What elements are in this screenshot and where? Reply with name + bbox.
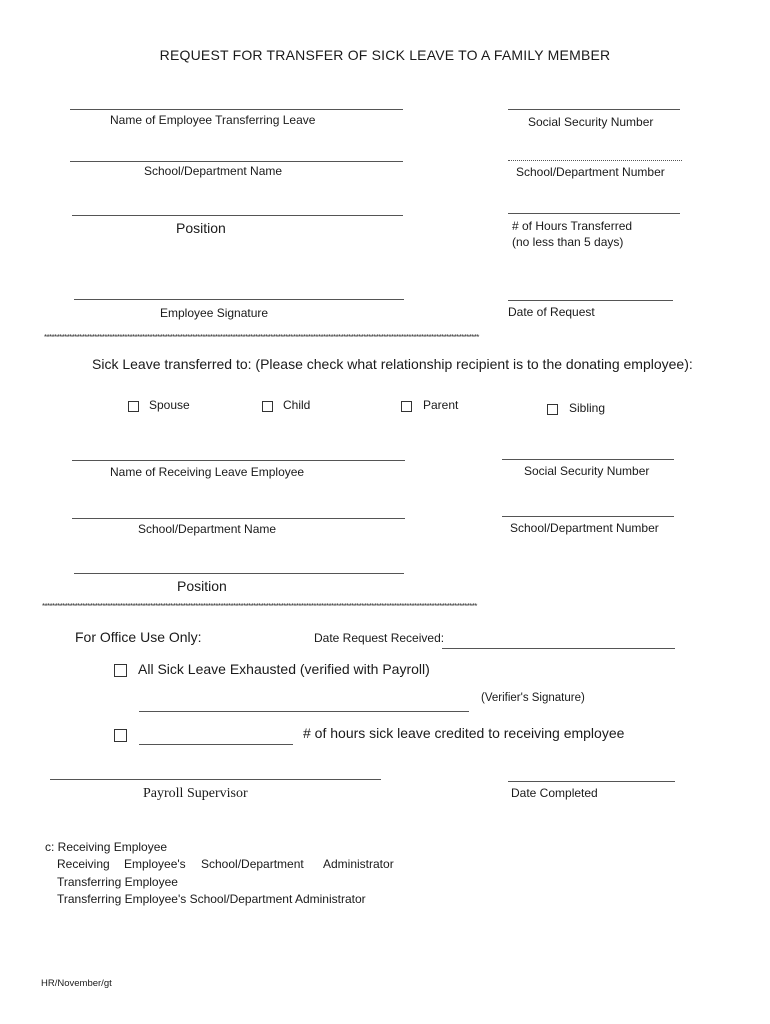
separator-top: ***************************************************************************************************************************************************************************** (44, 334, 479, 342)
ssn-label: Social Security Number (528, 115, 654, 129)
parent-checkbox[interactable] (401, 401, 412, 412)
school-dept-name-label: School/Department Name (144, 164, 283, 178)
position-line[interactable] (72, 215, 403, 216)
position-label: Position (176, 220, 226, 236)
employee-name-line[interactable] (70, 109, 403, 110)
form-title: REQUEST FOR TRANSFER OF SICK LEAVE TO A FAMILY MEMBER (159, 47, 611, 63)
payroll-supervisor-label: Payroll Supervisor (143, 786, 248, 801)
cc-line-2-part-2: Employee's (124, 857, 186, 871)
receiving-ssn-line[interactable] (502, 459, 674, 460)
child-checkbox[interactable] (262, 401, 273, 412)
hours-transferred-line[interactable] (508, 213, 680, 214)
office-use-heading: For Office Use Only: (75, 629, 202, 645)
sibling-checkbox[interactable] (547, 404, 558, 415)
receiving-school-dept-name-line[interactable] (72, 518, 405, 519)
school-dept-name-line[interactable] (70, 161, 403, 162)
separator-bottom: ***************************************************************************************************************************************************************************** (42, 603, 477, 611)
receiving-name-line[interactable] (72, 460, 405, 461)
date-of-request-label: Date of Request (508, 305, 595, 319)
receiving-position-line[interactable] (74, 573, 404, 574)
ssn-line[interactable] (508, 109, 680, 110)
sibling-label: Sibling (569, 401, 606, 415)
hours-credited-label: # of hours sick leave credited to receiving employee (303, 725, 625, 741)
receiving-position-label: Position (177, 578, 227, 594)
receiving-school-dept-number-line[interactable] (502, 516, 674, 517)
receiving-name-label: Name of Receiving Leave Employee (110, 465, 305, 479)
hours-credited-checkbox[interactable] (114, 729, 127, 742)
footer-code: HR/November/gt (41, 978, 112, 989)
hours-credited-line[interactable] (139, 744, 293, 745)
hours-transferred-note: (no less than 5 days) (512, 235, 624, 249)
cc-line-1: c: Receiving Employee (45, 840, 168, 854)
receiving-ssn-label: Social Security Number (524, 464, 650, 478)
child-label: Child (283, 398, 311, 412)
cc-line-2-part-1: Receiving (57, 857, 110, 871)
spouse-label: Spouse (149, 398, 190, 412)
exhausted-label: All Sick Leave Exhausted (verified with Payroll) (138, 661, 430, 677)
spouse-checkbox[interactable] (128, 401, 139, 412)
date-received-line[interactable] (442, 648, 675, 649)
cc-line-3: Transferring Employee (57, 875, 178, 889)
payroll-supervisor-line[interactable] (50, 779, 381, 780)
school-dept-number-line[interactable] (508, 160, 682, 161)
date-received-label: Date Request Received: (314, 631, 445, 645)
cc-line-2-part-4: Administrator (323, 857, 394, 871)
employee-signature-line[interactable] (74, 299, 404, 300)
hours-transferred-label: # of Hours Transferred (512, 219, 633, 233)
cc-line-4: Transferring Employee's School/Department Administrator (57, 892, 366, 906)
relationship-prompt: Sick Leave transferred to: (Please check what relationship recipient is to the donating employee): (92, 356, 693, 372)
receiving-school-dept-number-label: School/Department Number (510, 521, 659, 535)
employee-name-label: Name of Employee Transferring Leave (110, 113, 316, 127)
exhausted-checkbox[interactable] (114, 664, 127, 677)
date-completed-line[interactable] (508, 781, 675, 782)
verifier-signature-line[interactable] (139, 711, 469, 712)
employee-signature-label: Employee Signature (160, 306, 269, 320)
verifier-label: (Verifier's Signature) (481, 692, 585, 704)
cc-line-2-part-3: School/Department (201, 857, 304, 871)
receiving-school-dept-name-label: School/Department Name (138, 522, 277, 536)
date-completed-label: Date Completed (511, 786, 598, 800)
date-of-request-line[interactable] (508, 300, 673, 301)
school-dept-number-label: School/Department Number (516, 165, 665, 179)
parent-label: Parent (423, 398, 459, 412)
